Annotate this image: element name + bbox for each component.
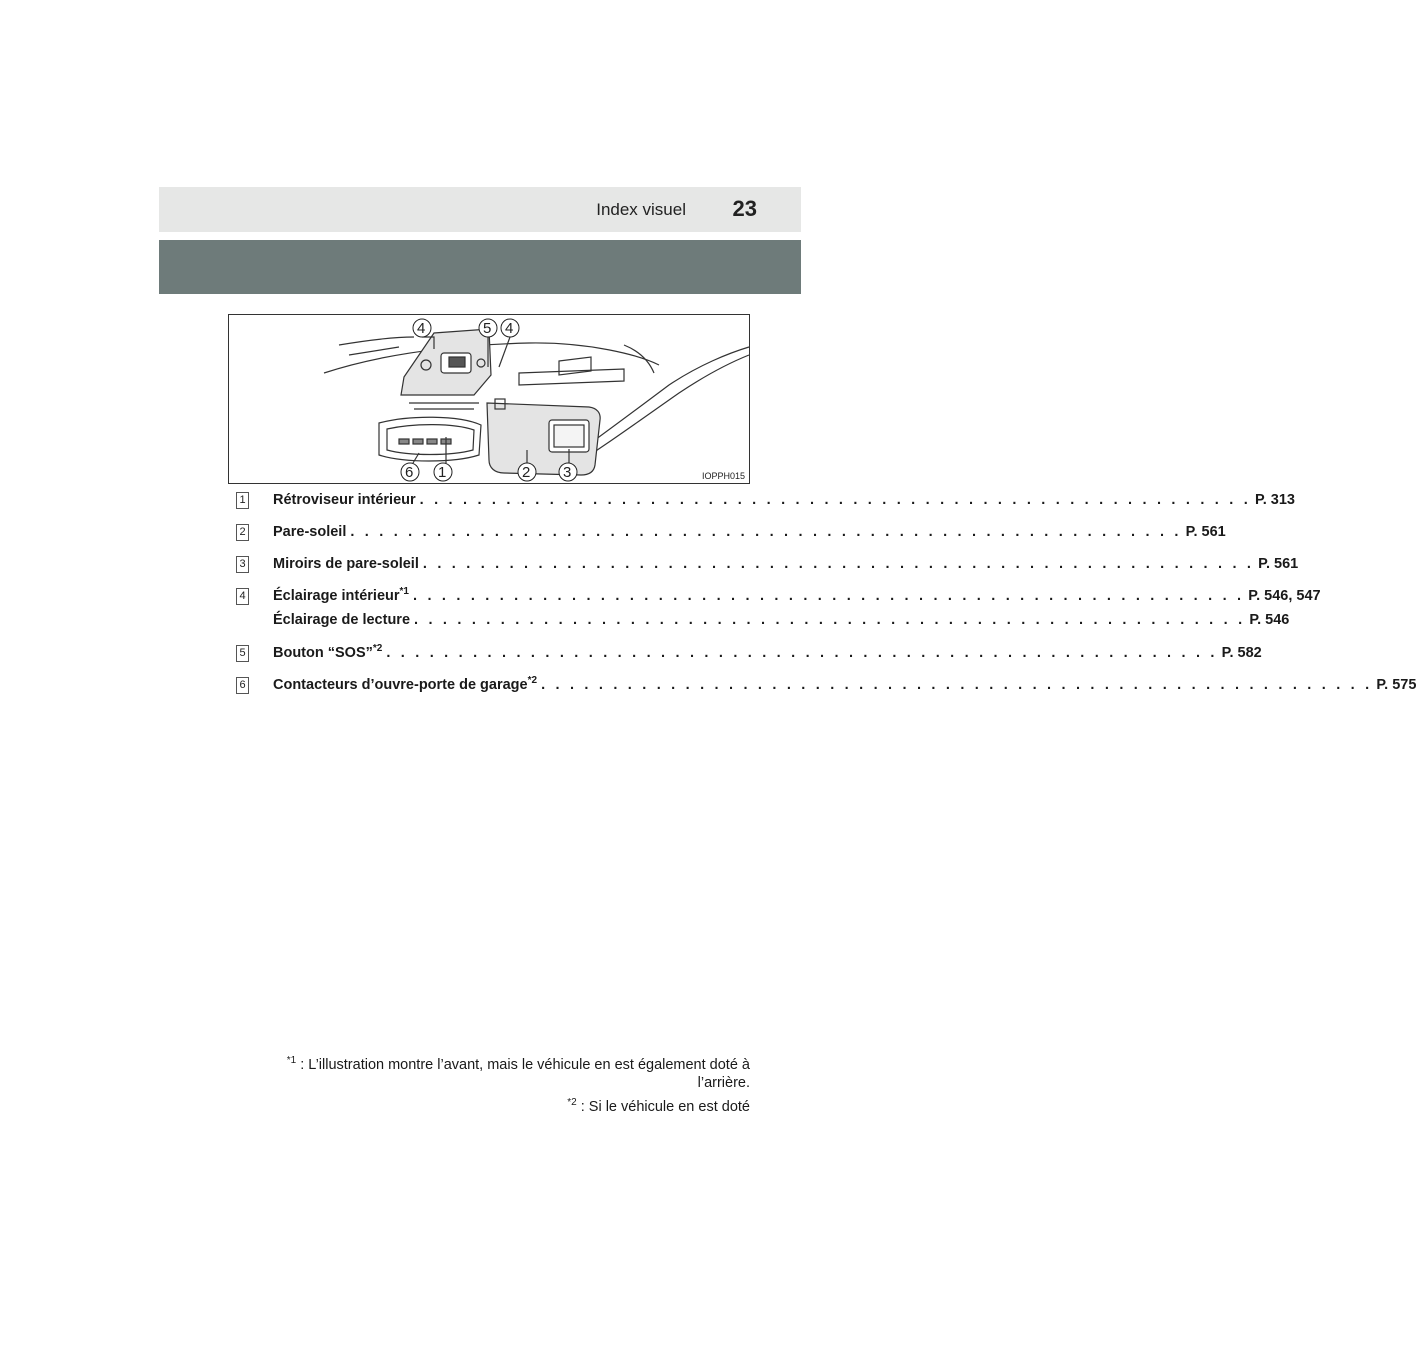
callout-4b: 4 (505, 320, 514, 337)
leader-dots: . . . . . . . . . . . . . . . . . . . . . . . . . . . . . . . . . . . . . . . . . . . . . . . . . . . . . . . . . . (541, 677, 1373, 693)
footnote-marker: *1 (399, 586, 409, 598)
list-item (236, 556, 1299, 579)
overhead-illustration (228, 314, 750, 484)
item-list (236, 492, 1416, 709)
item-label: Rétroviseur intérieur (273, 492, 416, 508)
item-label: Bouton “SOS”$^{*2}$ (273, 643, 383, 661)
list-item (236, 643, 1262, 668)
footnote-marker: *2 (372, 643, 383, 655)
item-label-secondary: Éclairage de lecture (273, 612, 411, 628)
item-label: Pare-soleil (273, 524, 347, 540)
list-item (236, 586, 1321, 636)
page-reference-link[interactable]: P. 546, 547 (1248, 588, 1321, 604)
leader-dots: . . . . . . . . . . . . . . . . . . . . . . . . . . . . . . . . . . . . . . . . . . . . . . . . . . . . . . . . . . (350, 524, 1182, 540)
section-banner (159, 240, 801, 294)
page-reference-link[interactable]: P. 561 (1258, 556, 1299, 572)
footnote-marker: *2 (567, 1097, 577, 1109)
callout-6: 6 (405, 464, 414, 481)
footnote-1: $^{*1}$ : L’illustration montre l’avant, mais le véhicule en est également doté à l’arrière. (286, 1055, 750, 1091)
callout-1: 1 (438, 464, 447, 481)
page-reference-link[interactable]: P. 313 (1254, 492, 1295, 508)
item-number: 6 (236, 677, 249, 694)
item-label: Éclairage intérieur$^{*1}$ (273, 586, 409, 604)
item-number: 3 (236, 556, 249, 573)
leader-dots: . . . . . . . . . . . . . . . . . . . . . . . . . . . . . . . . . . . . . . . . . . . . . . . . . . . . . . . . . . (412, 588, 1245, 604)
overhead-console-drawing (229, 315, 749, 483)
footnote-marker: *2 (527, 675, 538, 687)
leader-dots: . . . . . . . . . . . . . . . . . . . . . . . . . . . . . . . . . . . . . . . . . . . . . . . . . . . . . . . . . . (414, 612, 1246, 628)
list-item (236, 524, 1226, 547)
callout-2: 2 (522, 464, 531, 481)
leader-dots: . . . . . . . . . . . . . . . . . . . . . . . . . . . . . . . . . . . . . . . . . . . . . . . . . . . . . . . . . . (419, 492, 1251, 508)
leader-dots: . . . . . . . . . . . . . . . . . . . . . . . . . . . . . . . . . . . . . . . . . . . . . . . . . . . . . . . . . . (386, 645, 1218, 661)
page-number: 23 (732, 196, 757, 221)
item-label: Miroirs de pare-soleil (273, 556, 419, 572)
page-reference-link[interactable]: P. 561 (1185, 524, 1226, 540)
callout-3: 3 (563, 464, 572, 481)
footnotes (270, 1056, 750, 1122)
figure-code: IOPPH015 (701, 471, 745, 481)
callout-4a: 4 (417, 320, 426, 337)
item-number: 4 (236, 588, 249, 605)
item-number: 5 (236, 645, 249, 662)
leader-dots: . . . . . . . . . . . . . . . . . . . . . . . . . . . . . . . . . . . . . . . . . . . . . . . . . . . . . . . . . . (422, 556, 1255, 572)
item-number: 1 (236, 492, 249, 509)
footnote-marker: *1 (286, 1055, 297, 1067)
section-title: Index visuel (596, 200, 686, 219)
item-label: Contacteurs d’ouvre-porte de garage$^{*2}$ (273, 675, 538, 693)
page-reference-link[interactable]: P. 546 (1249, 612, 1290, 628)
page-reference-link[interactable]: P. 575 (1376, 677, 1416, 693)
callout-5: 5 (483, 320, 492, 337)
page-reference-link[interactable]: P. 582 (1221, 645, 1262, 661)
list-item (236, 675, 1416, 700)
item-number: 2 (236, 524, 249, 541)
page-header (159, 187, 801, 232)
footnote-2: $^{*2}$ : Si le véhicule en est doté (567, 1097, 750, 1115)
list-item (236, 492, 1295, 515)
